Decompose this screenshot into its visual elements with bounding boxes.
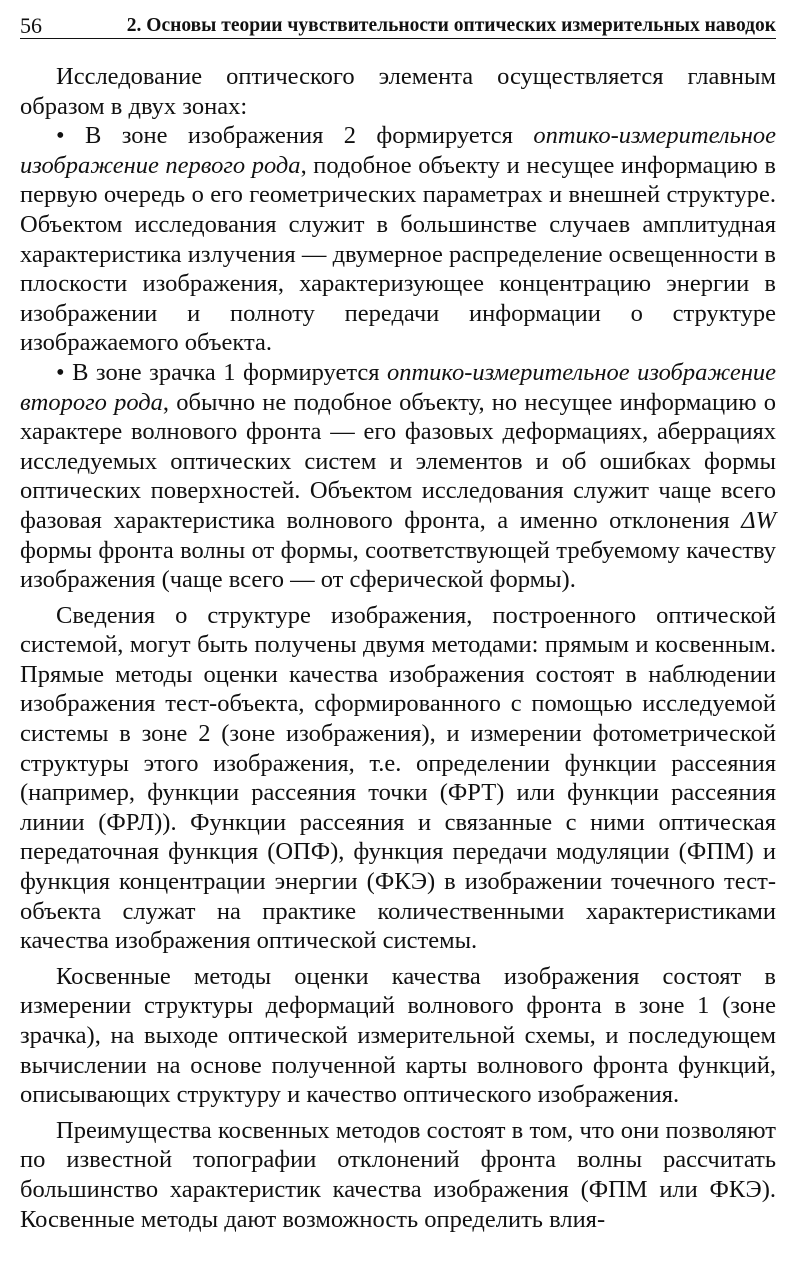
bullet-marker: • [56,358,65,386]
advantages-paragraph: Преимущества косвенных методов состоят в том, что они позволяют по известной топографии отклонений фронта волны рассчитать большинство характеристик качества изображения (ФПМ или ФКЭ). Косвенные методы дают возможность определить влия- [20,1116,776,1233]
indirect-methods-paragraph: Косвенные методы оценки качества изображения состоят в измерении структуры деформаций волнового фронта в зоне 1 (зоне зрачка), на выходе оптической измерительной схемы, и последующем вычислении на основе полученной карты волнового фронта функций, описывающих структуру и качество оптического изображения. [20,962,776,1109]
bullet-text-middle: , обычно не подобное объекту, но несущее информацию о характере волнового фронта — его фазовых деформациях, аберрациях исследуемых оптических систем и элементов и об ошибках формы оптических поверхностей. Объектом исследования служит чаще всего фазовая характеристика волнового фронта, а именно отклонения [20,388,776,534]
page-number: 56 [20,13,42,38]
bullet-text-start: В зоне зрачка 1 формируется [64,358,387,386]
bullet-text-end: формы фронта волны от формы, соответствующей требуемому качеству изображения (чаще всего — от сферической формы). [20,536,776,594]
term-first-kind-image: оптико-измерительное изображение первого рода [20,122,776,179]
bullet-image-zone [20,121,776,358]
direct-methods-paragraph: Сведения о структуре изображения, построенного оптической системой, могут быть получены двумя методами: прямым и косвенным. Прямые методы оценки качества изображения состоят в наблюдении изображения тест-объекта, сформированного с помощью исследуемой системы в зоне 2 (зоне изображения), и измерении фотометрической структуры этого изображения, т.е. определении функции рассеяния (например, функции рассеяния точки (ФРТ) или функции рассеяния линии (ФРЛ)). Функции рассеяния и связанные с ними оптическая передаточная функция (ОПФ), функция передачи модуляции (ФПМ) и функция концентрации энергии (ФКЭ) в изображении точечного тест-объекта служат на практике количественными характеристиками качества изображения оптической системы. [20,601,776,955]
bullet-text-start: В зоне изображения 2 формируется [64,122,534,150]
running-head [20,8,776,39]
bullet-text-end: , подобное объекту и несущее информацию в первую очередь о его геометрических параметрах и внешней структуре. Объектом исследования служит в большинстве случаев амплитудная характеристика излучения — двумерное распределение освещенности в плоскости изображения, характеризующее концентрацию энергии в изображении и полноту передачи информации о структуре изображаемого объекта. [20,151,776,357]
bullet-marker: • [56,122,65,150]
intro-paragraph: Исследование оптического элемента осуществляется главным образом в двух зонах: [20,63,776,120]
body-text [20,62,776,1234]
section-title: 2. Основы теории чувствительности оптических измерительных наводок [126,15,776,36]
term-second-kind-image: оптико-измерительное изображение второго рода [20,358,776,416]
delta-w-symbol: ΔW [741,506,776,534]
bullet-pupil-zone [20,358,776,595]
